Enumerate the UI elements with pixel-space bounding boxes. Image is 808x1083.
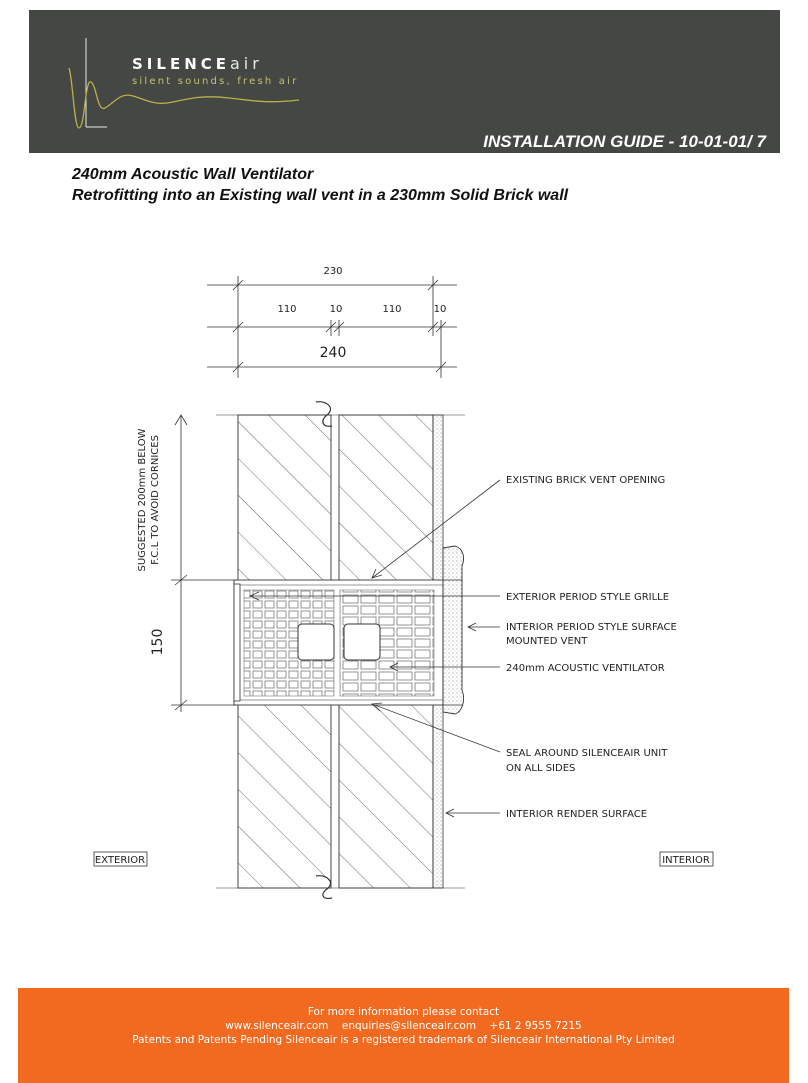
vertical-dimension: [171, 415, 236, 712]
outer-brick-leaf-lower: [238, 705, 331, 888]
interior-surface-vent: [443, 546, 464, 714]
footer: [18, 988, 789, 1083]
dim-segment: 10: [329, 304, 343, 315]
dim-segment: 10: [433, 304, 447, 315]
page-subtitle: Retrofitting into an Existing wall vent in a 230mm Solid Brick wall: [72, 187, 569, 204]
outer-brick-leaf-upper: [238, 415, 331, 580]
brand-main: SILENCE: [132, 55, 230, 73]
dimension-lines: [207, 276, 457, 378]
callout-interior-grille-line1: INTERIOR PERIOD STYLE SURFACE: [506, 622, 677, 633]
callout-existing-opening: EXISTING BRICK VENT OPENING: [506, 475, 666, 486]
dim-total: 230: [323, 266, 343, 277]
vertical-note-line1: SUGGESTED 200mm BELOW: [137, 428, 148, 572]
footer-trademark: Patents and Patents Pending Silenceair is a registered trademark of Silenceair International Pty Limited: [132, 1034, 675, 1046]
guide-title: INSTALLATION GUIDE - 10-01-01/ 7: [483, 132, 766, 151]
callout-interior-grille-line2: MOUNTED VENT: [506, 636, 588, 647]
footer-email-link[interactable]: enquiries@silenceair.com: [341, 1020, 477, 1032]
callout-render-surface: INTERIOR RENDER SURFACE: [506, 809, 648, 820]
callout-seal-line1: SEAL AROUND SILENCEAIR UNIT: [506, 748, 668, 759]
exterior-grille-plate: [234, 584, 240, 701]
inner-brick-leaf-upper: [339, 415, 433, 580]
brand-suffix: air: [230, 54, 263, 73]
inner-brick-leaf-lower: [339, 705, 433, 888]
footer-contact-details: [18, 1020, 789, 1032]
brand-tagline: silent sounds, fresh air: [132, 76, 299, 87]
dim-ventilator: 240: [319, 345, 347, 361]
page-title: 240mm Acoustic Wall Ventilator: [72, 166, 314, 183]
ventilator-port-left: [298, 624, 334, 660]
footer-phone: +61 2 9555 7215: [489, 1020, 582, 1032]
callout-exterior-grille: EXTERIOR PERIOD STYLE GRILLE: [506, 592, 670, 603]
callout-acoustic-ventilator: 240mm ACOUSTIC VENTILATOR: [506, 663, 665, 674]
dim-height: 150: [150, 628, 166, 656]
footer-website-link[interactable]: www.silenceair.com: [225, 1020, 329, 1032]
dim-segment: 110: [277, 304, 297, 315]
ventilator-port-right: [344, 624, 380, 660]
interior-label: INTERIOR: [662, 855, 710, 866]
footer-contact-line: For more information please contact: [307, 1006, 500, 1018]
dim-segment: 110: [382, 304, 402, 315]
callout-seal-line2: ON ALL SIDES: [506, 763, 576, 774]
exterior-label: EXTERIOR: [94, 855, 146, 866]
vertical-note-line2: F.C.L TO AVOID CORNICES: [150, 435, 161, 565]
